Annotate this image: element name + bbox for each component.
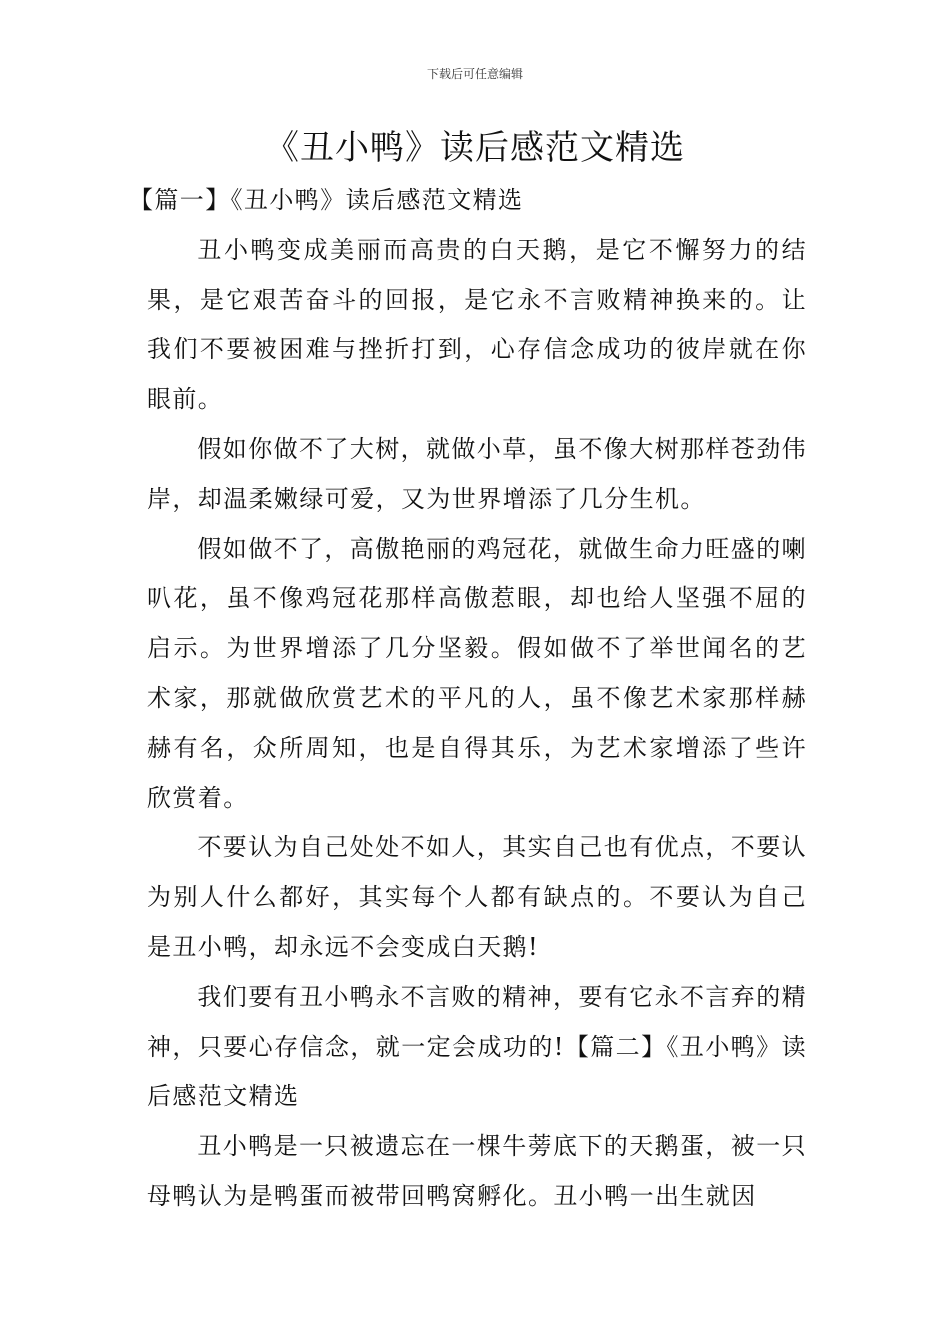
document-body bbox=[129, 176, 807, 1222]
section-heading-1: 【篇一】《丑小鸭》读后感范文精选 bbox=[129, 186, 524, 214]
paragraph-1: 丑小鸭变成美丽而高贵的白天鹅，是它不懈努力的结果，是它艰苦奋斗的回报，是它永不言败精神换来的。让我们不要被困难与挫折打到，心存信念成功的彼岸就在你眼前。 bbox=[147, 235, 807, 414]
paragraph-4: 不要认为自己处处不如人，其实自己也有优点，不要认为别人什么都好，其实每个人都有缺点的。不要认为自己是丑小鸭，却永远不会变成白天鹅! bbox=[147, 833, 807, 961]
paragraph-2: 假如你做不了大树，就做小草，虽不像大树那样苍劲伟岸，却温柔嫩绿可爱，又为世界增添了几分生机。 bbox=[147, 434, 807, 513]
paragraph-3: 假如做不了，高傲艳丽的鸡冠花，就做生命力旺盛的喇叭花，虽不像鸡冠花那样高傲惹眼，却也给人坚强不屈的启示。为世界增添了几分坚毅。假如做不了举世闻名的艺术家，那就做欣赏艺术的平凡的人，虽不像艺术家那样赫赫有名，众所周知，也是自得其乐，为艺术家增添了些许欣赏着。 bbox=[147, 534, 807, 812]
header-note: 下载后可任意编辑 bbox=[426, 67, 523, 81]
paragraph-5: 我们要有丑小鸭永不言败的精神，要有它永不言弃的精神，只要心存信念，就一定会成功的!【篇二】《丑小鸭》读后感范文精选 bbox=[147, 982, 807, 1111]
document-title: 《丑小鸭》读后感范文精选 bbox=[265, 128, 685, 168]
paragraph-6: 丑小鸭是一只被遗忘在一棵牛蒡底下的天鹅蛋，被一只母鸭认为是鸭蛋而被带回鸭窝孵化。丑小鸭一出生就因 bbox=[147, 1132, 807, 1210]
